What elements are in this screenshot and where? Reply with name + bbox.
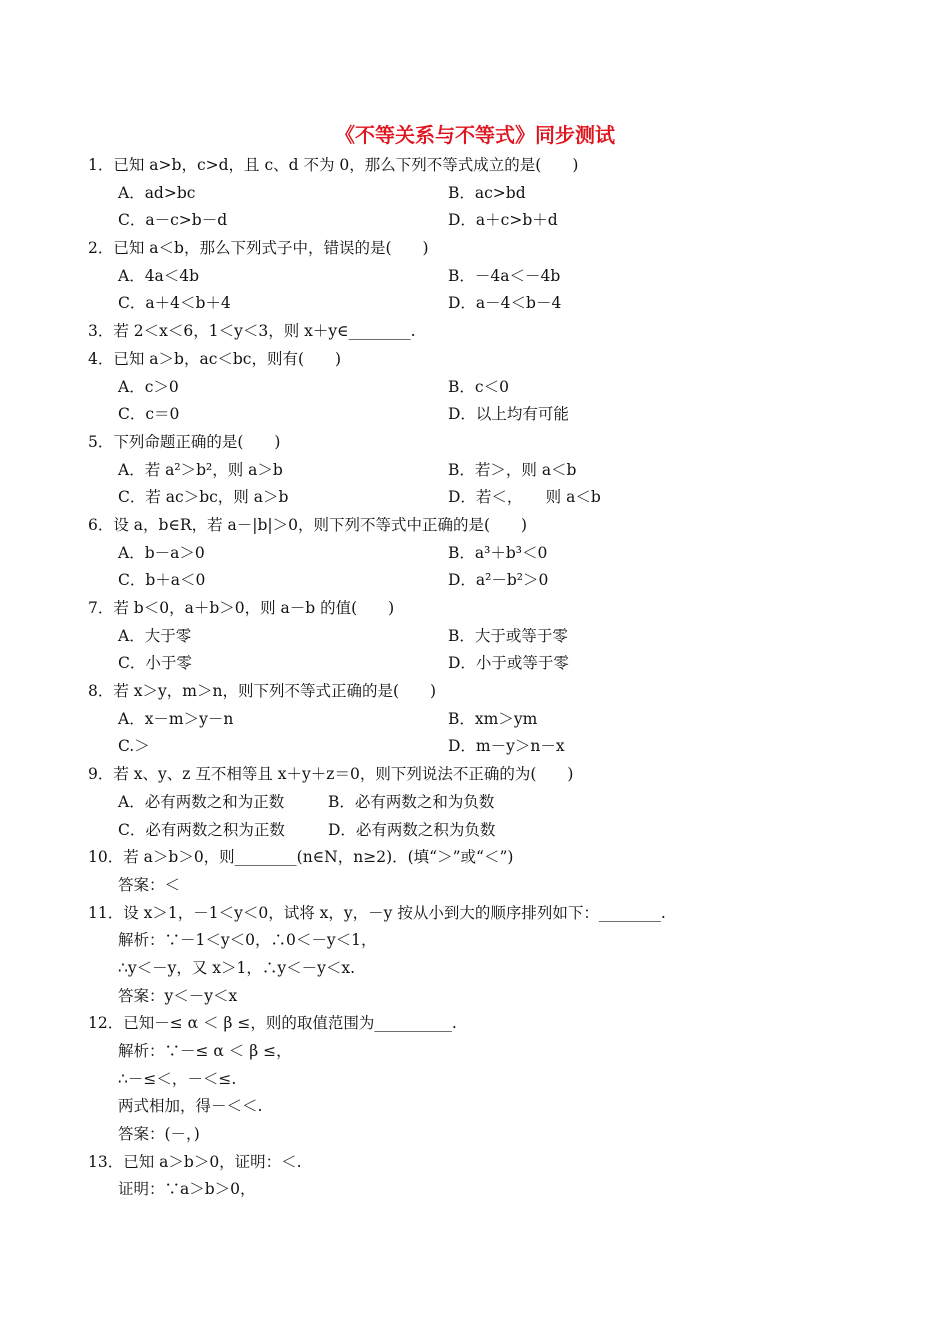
option-left: A．ad>bc xyxy=(118,183,196,202)
option-right: B．若＞，则 a＜b xyxy=(448,460,577,479)
option-row xyxy=(88,290,908,318)
option-right: B．ac>bd xyxy=(448,183,526,202)
option-left: C．c＝0 xyxy=(118,405,180,424)
option-left: C．a＋4＜b＋4 xyxy=(118,294,231,313)
answer-line: ∴－≤＜，－＜≤. xyxy=(118,1069,237,1088)
option-right: D．以上均有可能 xyxy=(448,405,569,424)
question-line: 2．已知 a＜b，那么下列式子中，错误的是( ) xyxy=(88,239,429,258)
question-line: 7．若 b＜0，a＋b＞0，则 a－b 的值( ) xyxy=(88,599,395,617)
option-left: C．b＋a＜0 xyxy=(118,571,206,590)
option-right: D．m－y＞n－x xyxy=(448,737,565,756)
option-row xyxy=(88,401,908,429)
option-right: B．必有两数之和为负数 xyxy=(328,792,495,811)
option-row xyxy=(88,733,908,761)
option-row xyxy=(88,650,908,678)
answer-line: 答案：y＜－y＜x xyxy=(118,986,238,1005)
option-right: D．若＜， 则 a＜b xyxy=(448,488,601,507)
option-left: A．b－a＞0 xyxy=(118,543,205,562)
option-row xyxy=(88,374,908,402)
option-left: A．必有两数之和为正数 xyxy=(118,792,285,811)
option-right: B．－4a＜－4b xyxy=(448,266,561,285)
question-line: 6．设 a，b∈R，若 a－|b|＞0，则下列不等式中正确的是( ) xyxy=(88,515,528,534)
option-left: A．大于零 xyxy=(118,626,192,645)
answer-line: 解析：∵－1＜y＜0，∴0＜－y＜1， xyxy=(118,931,377,950)
question-line: 11．设 x＞1，－1＜y＜0，试将 x，y，－y 按从小到大的顺序排列如下：________. xyxy=(88,903,666,922)
answer-line: 解析：∵－≤ α ＜ β ≤， xyxy=(118,1042,292,1060)
question-line: 5．下列命题正确的是( ) xyxy=(88,432,281,451)
option-right: D．a＋c>b＋d xyxy=(448,211,558,230)
question-line: 10．若 a＞b＞0，则________(n∈N，n≥2)．(填“＞”或“＜”) xyxy=(88,848,514,867)
option-left: A．c＞0 xyxy=(118,377,179,396)
question-line: 3．若 2＜x＜6，1＜y＜3，则 x＋y∈________. xyxy=(88,322,416,341)
option-row xyxy=(88,180,908,208)
question-list xyxy=(88,152,908,1204)
option-row xyxy=(88,623,908,651)
option-right: D．a－4＜b－4 xyxy=(448,294,562,313)
option-left: A．若 a²＞b²，则 a＞b xyxy=(118,460,283,479)
option-left: C.＞ xyxy=(118,737,150,756)
option-right: B．c＜0 xyxy=(448,377,509,396)
option-left: C．若 ac＞bc，则 a＞b xyxy=(118,488,289,507)
option-row xyxy=(88,207,908,235)
answer-line: 证明：∵a＞b＞0， xyxy=(118,1180,256,1199)
answer-line: 答案：＜ xyxy=(118,875,181,894)
option-left: A．4a＜4b xyxy=(118,266,200,285)
question-line: 12．已知－≤ α ＜ β ≤，则的取值范围为__________. xyxy=(88,1014,457,1033)
question-line: 9．若 x、y、z 互不相等且 x＋y＋z＝0，则下列说法不正确的为( ) xyxy=(88,765,574,784)
option-right: D．a²－b²＞0 xyxy=(448,571,549,590)
option-row xyxy=(88,817,908,845)
option-right: B．大于或等于零 xyxy=(448,626,568,645)
option-row xyxy=(88,540,908,568)
answer-line: 两式相加，得－＜＜. xyxy=(118,1097,263,1116)
option-left: C．小于零 xyxy=(118,654,192,673)
question-line: 8．若 x＞y，m＞n，则下列不等式正确的是( ) xyxy=(88,682,437,701)
document-title: 《不等关系与不等式》同步测试 xyxy=(335,123,615,147)
option-left: C．a－c>b－d xyxy=(118,211,228,230)
option-row xyxy=(88,789,908,817)
option-row xyxy=(88,706,908,734)
option-left: A．x－m＞y－n xyxy=(118,709,234,728)
option-right: D．必有两数之积为负数 xyxy=(328,820,496,839)
question-line: 1．已知 a>b，c>d，且 c、d 不为 0，那么下列不等式成立的是( ) xyxy=(88,156,579,174)
option-right: D．小于或等于零 xyxy=(448,654,569,673)
answer-line: ∴y＜－y，又 x＞1，∴y＜－y＜x. xyxy=(118,958,356,977)
option-left: C．必有两数之积为正数 xyxy=(118,820,285,839)
question-line: 13．已知 a＞b＞0，证明：＜. xyxy=(88,1152,302,1171)
option-right: B．a³＋b³＜0 xyxy=(448,543,548,562)
option-row xyxy=(88,484,908,512)
question-line: 4．已知 a＞b，ac＜bc，则有( ) xyxy=(88,349,342,368)
option-row xyxy=(88,457,908,485)
option-right: B．xm＞ym xyxy=(448,709,538,728)
answer-line: 答案：(－，) xyxy=(118,1125,200,1144)
option-row xyxy=(88,567,908,595)
option-row xyxy=(88,263,908,291)
